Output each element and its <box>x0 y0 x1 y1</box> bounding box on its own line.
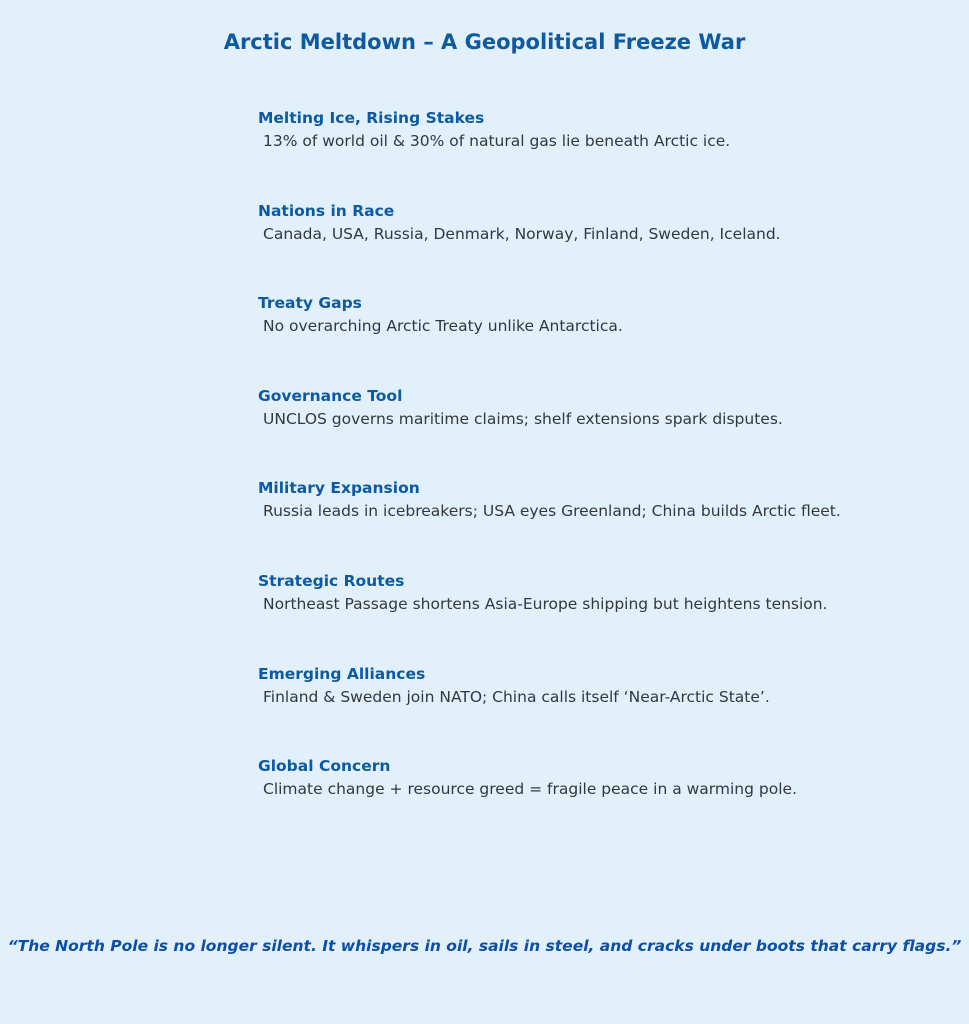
fact-item-resources <box>258 107 958 200</box>
fact-text: 13% of world oil & 30% of natural gas lie beneath Arctic ice. <box>263 132 731 150</box>
fact-heading: Melting Ice, Rising Stakes <box>258 109 485 127</box>
fact-item-concern <box>258 755 958 848</box>
fact-item-alliances <box>258 663 958 756</box>
fact-heading: Treaty Gaps <box>258 294 362 313</box>
fact-item-nations <box>258 200 958 293</box>
fact-heading: Military Expansion <box>258 479 420 498</box>
fact-list <box>258 107 958 848</box>
fact-text: Russia leads in icebreakers; USA eyes Greenland; China builds Arctic fleet. <box>263 502 841 521</box>
fact-text: Finland & Sweden join NATO; China calls itself ‘Near-Arctic State’. <box>263 687 770 706</box>
fact-heading: Governance Tool <box>258 386 403 405</box>
fact-text: No overarching Arctic Treaty unlike Antarctica. <box>263 317 623 336</box>
fact-text: UNCLOS governs maritime claims; shelf extensions spark disputes. <box>263 409 783 428</box>
fact-text: Northeast Passage shortens Asia-Europe shipping but heightens tension. <box>263 594 828 613</box>
fact-text: Canada, USA, Russia, Denmark, Norway, Finland, Sweden, Iceland. <box>263 224 781 243</box>
fact-item-routes <box>258 570 958 663</box>
fact-text: Climate change + resource greed = fragile peace in a warming pole. <box>263 780 797 799</box>
fact-item-governance <box>258 385 958 478</box>
fact-heading: Strategic Routes <box>258 571 405 590</box>
fact-item-military <box>258 477 958 570</box>
fact-heading: Emerging Alliances <box>258 664 426 683</box>
fact-item-treaty <box>258 292 958 385</box>
page-title: Arctic Meltdown – A Geopolitical Freeze War <box>223 30 746 54</box>
closing-quote: “The North Pole is no longer silent. It whispers in oil, sails in steel, and cracks under boots that carry flags.” <box>7 937 962 955</box>
fact-heading: Nations in Race <box>258 201 395 220</box>
fact-heading: Global Concern <box>258 757 391 776</box>
